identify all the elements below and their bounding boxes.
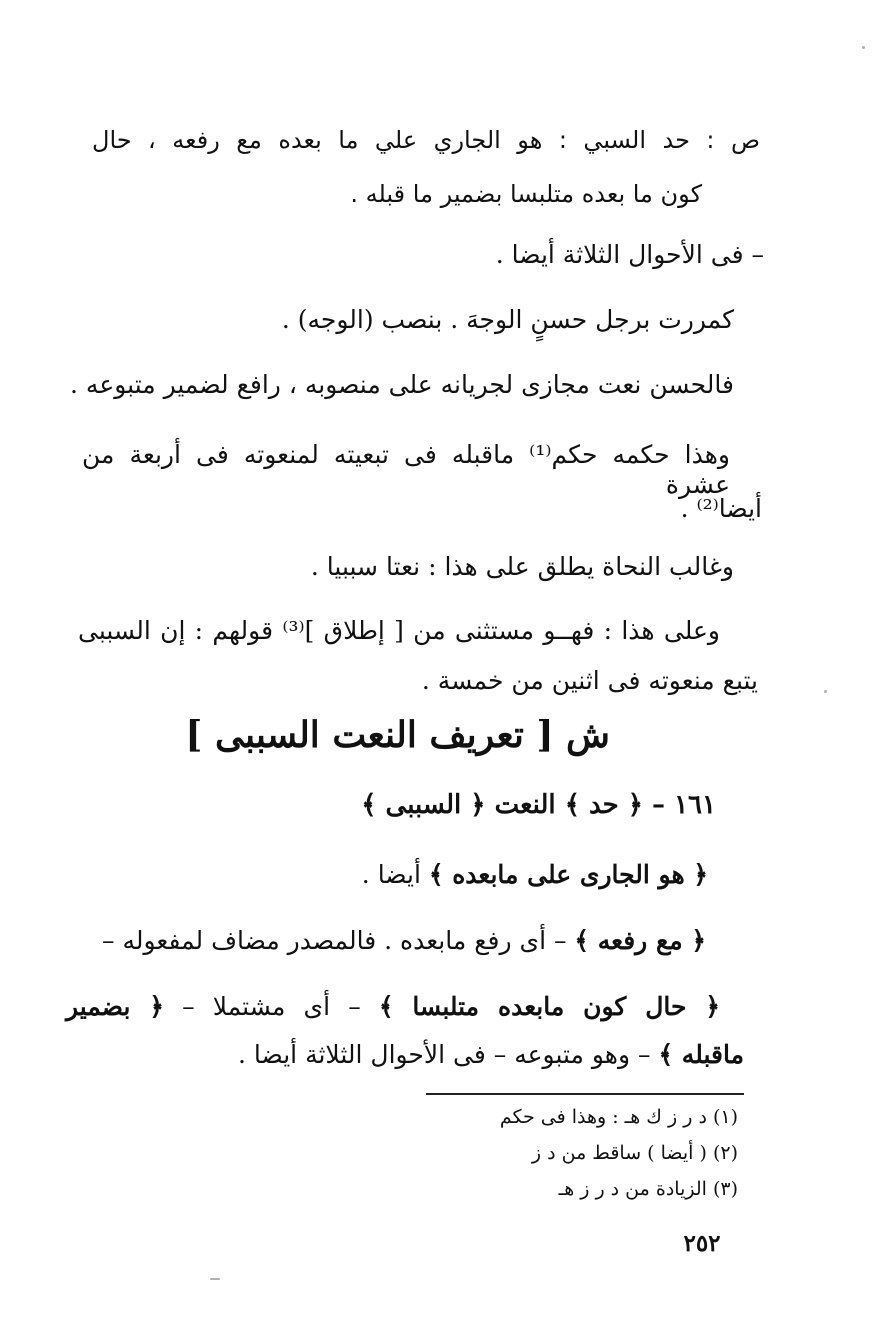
commentary-line-4	[66, 992, 720, 1022]
commentary-line-3-bold: ﴿ مع رفعه ﴾	[574, 926, 706, 955]
footnote-separator	[426, 1093, 744, 1095]
body-line-p6-2: يتبع منعوته فى اثنين من خمسة .	[421, 666, 758, 695]
scan-speck	[862, 46, 865, 49]
commentary-line-3-rest: – أى رفع مابعده . فالمصدر مضاف لمفعوله –	[102, 926, 575, 955]
commentary-line-5-bold: ماقبله ﴾	[658, 1040, 744, 1069]
matn-quote-line-2: كون ما بعده متلبسا بضمير ما قبله .	[350, 180, 702, 208]
commentary-line-2	[362, 860, 708, 890]
commentary-line-5	[238, 1040, 744, 1070]
scan-speck	[210, 1278, 220, 1280]
body-line-p2: كمررت برجل حسنٍ الوجهَ . بنصب (الوجه) .	[281, 305, 734, 334]
commentary-line-5-rest: – وهو متبوعه – فى الأحوال الثلاثة أيضا .	[238, 1040, 659, 1069]
body-line-p1: – فى الأحوال الثلاثة أيضا .	[495, 240, 764, 269]
body-line-p3: فالحسن نعت مجازى لجريانه على منصوبه ، رافع لضمير متبوعه .	[70, 370, 734, 399]
commentary-line-4-bold-2: ﴿ بضمير	[66, 992, 164, 1021]
matn-quote-line-1: ص : حد السبي : هو الجاري علي ما بعده مع رفعه ، حال	[92, 126, 760, 154]
footnote-1: (١) د ر ز ك هـ : وهذا فى حكم	[499, 1106, 738, 1128]
commentary-line-3	[102, 926, 706, 956]
body-line-p4-1: وهذا حكمه حكم⁽¹⁾ ماقبله فى تبعيته لمنعوته فى أربعة من عشرة	[82, 440, 730, 499]
commentary-line-4-bold-1: ﴿ حال كون مابعده متلبسا ﴾	[378, 992, 720, 1021]
commentary-line-1: ١٦١ – ﴿ حد ﴾ النعت ﴿ السببى ﴾	[361, 790, 716, 820]
body-line-p5: وغالب النحاة يطلق على هذا : نعتا سببيا .	[310, 552, 734, 581]
commentary-line-2-bold: ﴿ هو الجارى على مابعده ﴾	[428, 860, 708, 889]
body-line-p4-2: أيضا⁽²⁾ .	[680, 494, 762, 523]
commentary-line-2-rest: أيضا .	[361, 860, 429, 889]
footnote-2: (٢) ( أيضا ) ساقط من د ز	[531, 1142, 738, 1164]
scan-speck	[824, 690, 827, 693]
commentary-line-4-mid: – أى مشتملا –	[163, 992, 379, 1021]
body-line-p6-1: وعلى هذا : فهــو مستثنى من [ إطلاق ]⁽³⁾ قولهم : إن السببى	[78, 616, 721, 645]
page-number: ٢٥٢	[683, 1230, 721, 1257]
footnote-3: (٣) الزيادة من د ر ز هـ	[558, 1178, 738, 1200]
section-heading: ش [ تعريف النعت السببى ]	[185, 714, 610, 756]
